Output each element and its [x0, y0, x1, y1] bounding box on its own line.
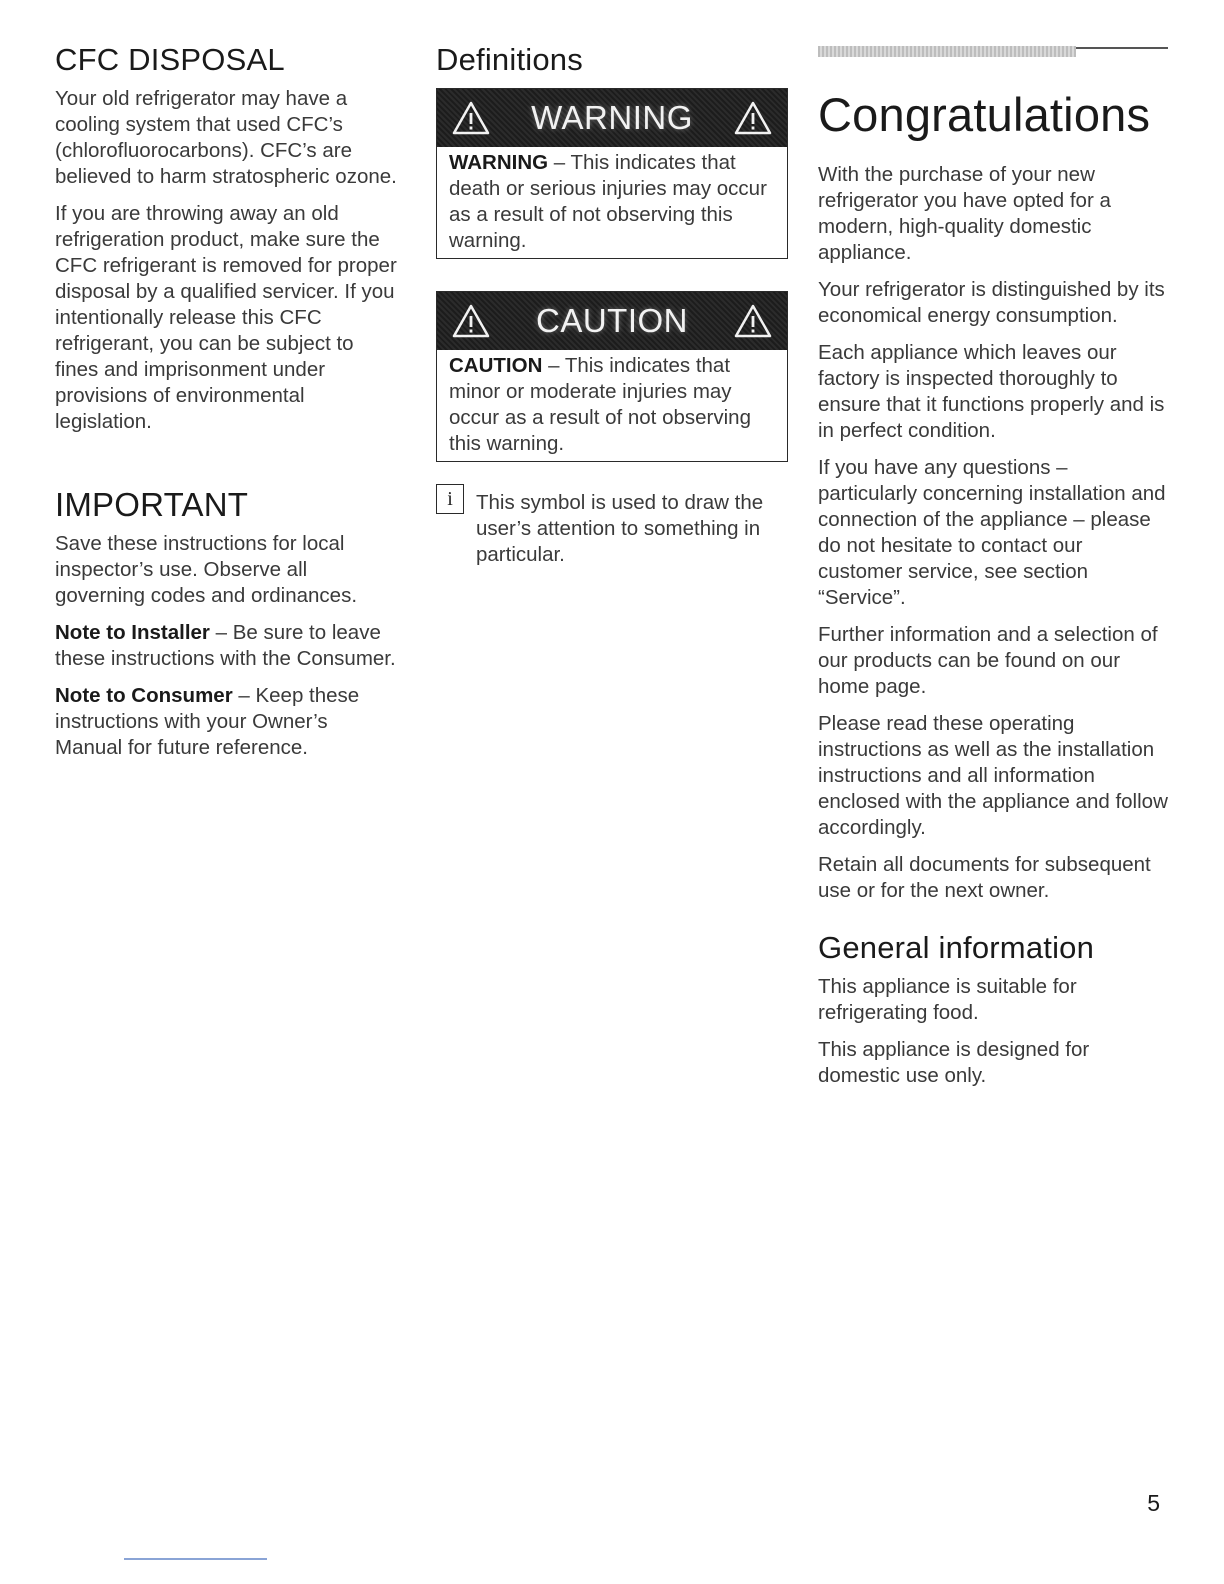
congratulations-paragraph-4: If you have any questions – particularly concerning installation and connection of the appliance – please do not hesitate to contact our customer service, see section “Service”. [818, 456, 1166, 609]
congratulations-paragraph-2: Your refrigerator is distinguished by its economical energy consumption. [818, 278, 1165, 327]
warning-banner [437, 89, 787, 147]
caution-description: – This indicates that minor or moderate injuries may occur as a result of not observing this warning. [449, 354, 751, 455]
warning-triangle-icon [451, 100, 491, 136]
congratulations-paragraph-7: Retain all documents for subsequent use or for the next owner. [818, 853, 1151, 902]
congratulations-heading: Congratulations [818, 88, 1151, 141]
caution-banner [437, 292, 787, 350]
info-note-text: This symbol is used to draw the user’s attention to something in particular. [476, 491, 764, 566]
note-to-installer [55, 620, 400, 672]
header-rule-line [1076, 47, 1168, 49]
important-paragraph: Save these instructions for local inspector’s use. Observe all governing codes and ordinances. [55, 532, 358, 607]
footer-rule [124, 1558, 267, 1560]
warning-box [436, 88, 788, 259]
page-number: 5 [1147, 1490, 1160, 1516]
congratulations-paragraph-3: Each appliance which leaves our factory is inspected thoroughly to ensure that it functions properly and is in perfect condition. [818, 341, 1165, 442]
caution-label: CAUTION [449, 354, 543, 377]
note-to-installer-text: – Be sure to leave these instructions with the Consumer. [55, 621, 396, 670]
warning-label: WARNING [449, 151, 549, 174]
general-paragraph-1: This appliance is suitable for refrigerating food. [818, 975, 1077, 1024]
general-information-heading: General information [818, 930, 1095, 965]
caution-triangle-icon [733, 303, 773, 339]
caution-triangle-icon [451, 303, 491, 339]
cfc-paragraph-2: If you are throwing away an old refrigeration product, make sure the CFC refrigerant is removed for proper disposal by a qualified servicer. If you intentionally release this CFC refrigerant, you can be subject to fines and imprisonment under provisions of environmental legislation. [55, 202, 397, 433]
warning-description: – This indicates that death or serious injuries may occur as a result of not observing this warning. [449, 151, 767, 252]
note-to-installer-label: Note to Installer [55, 621, 210, 644]
cfc-paragraph-1: Your old refrigerator may have a cooling system that used CFC’s (chlorofluorocarbons). CFC’s are believed to harm stratospheric ozone. [55, 87, 397, 188]
congratulations-body [818, 162, 1168, 915]
info-icon: i [436, 484, 464, 514]
definitions-heading: Definitions [436, 42, 583, 77]
note-to-consumer [55, 683, 400, 761]
cfc-disposal-heading: CFC DISPOSAL [55, 42, 285, 77]
warning-banner-label: WARNING [531, 99, 693, 136]
caution-text [437, 350, 787, 461]
caution-box [436, 291, 788, 462]
congratulations-paragraph-1: With the purchase of your new refrigerator you have opted for a modern, high-quality domestic appliance. [818, 163, 1111, 264]
caution-banner-label: CAUTION [536, 302, 688, 339]
note-to-consumer-text: – Keep these instructions with your Owner’s Manual for future reference. [55, 684, 360, 759]
congratulations-paragraph-5: Further information and a selection of our products can be found on our home page. [818, 623, 1158, 698]
important-heading: IMPORTANT [55, 486, 249, 523]
header-rule [818, 46, 1168, 58]
header-rule-shade [818, 46, 1076, 57]
congratulations-paragraph-6: Please read these operating instructions as well as the installation instructions and all information enclosed with the appliance and follow accordingly. [818, 712, 1168, 839]
note-to-consumer-label: Note to Consumer [55, 684, 233, 707]
general-paragraph-2: This appliance is designed for domestic use only. [818, 1038, 1090, 1087]
general-information-body [818, 974, 1168, 1100]
warning-text [437, 147, 787, 258]
warning-triangle-icon [733, 100, 773, 136]
cfc-disposal-body [55, 86, 400, 446]
important-body [55, 531, 400, 772]
